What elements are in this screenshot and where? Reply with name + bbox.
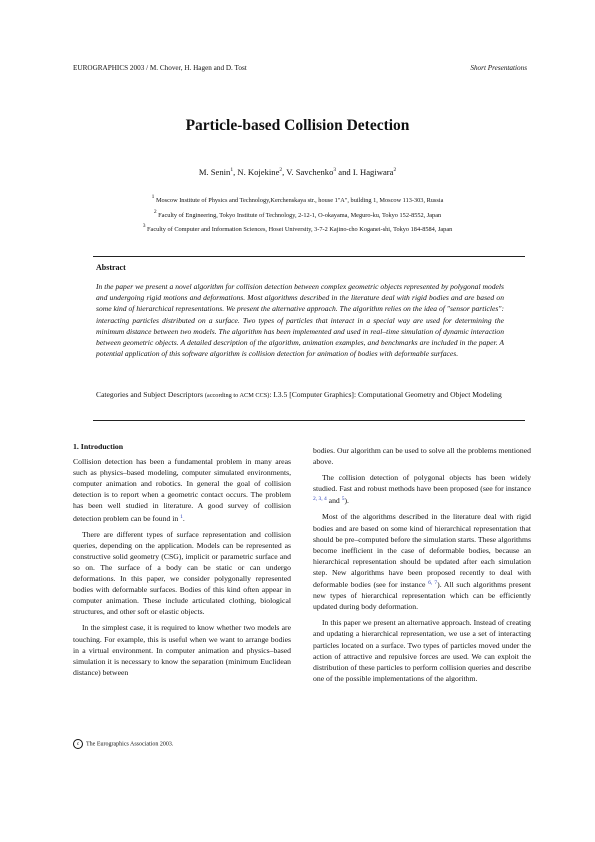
author-name: N. Kojekine <box>237 167 280 177</box>
author-affiliation-mark: 2 <box>279 167 283 173</box>
author-list <box>0 167 595 177</box>
paragraph-text: ). <box>344 496 349 506</box>
abstract-top-rule <box>93 256 525 257</box>
abstract-bottom-rule <box>93 420 525 421</box>
paragraph-text: Collision detection has been a fundamental problem in many areas such as physics–based modeling, computer simulated environments, computer animation and robotics. In general the goal of collision detection is to report when a geometric contact occurs. The problem has been well studied in literature. A good survey of collision detection problem can be found in <box>73 457 291 523</box>
paragraph-text: Most of the algorithms described in the literature deal with rigid bodies and are based on some kind of hierarchical representation that should be pre–computed before the simulation starts. These algorithms become inefficient in the case of deformable bodies, because an hierarchical representation should be updated after each simulation step. New algorithms have been proposed recently to deal with deformable bodies (see for instance <box>313 512 531 590</box>
affiliation <box>0 221 595 236</box>
citation-link[interactable]: 6, 7 <box>428 580 438 587</box>
paragraph: bodies. Our algorithm can be used to solve all the problems mentioned above. <box>313 446 531 467</box>
author-separator: , <box>233 167 238 177</box>
author-affiliation-mark: 1 <box>230 167 234 173</box>
running-header-left: EUROGRAPHICS 2003 / M. Chover, H. Hagen and D. Tost <box>73 64 247 72</box>
categories-label: Categories and Subject Descriptors <box>96 390 203 399</box>
left-column <box>73 441 291 683</box>
affiliation <box>0 207 595 222</box>
citation-link[interactable]: 2, 3, 4 <box>313 496 327 503</box>
author-affiliation-mark: 2 <box>393 167 397 173</box>
citation-link[interactable]: 5 <box>341 496 345 503</box>
affiliation-text: Faculty of Computer and Information Sciences, Hosei University, 3-7-2 Kajino-cho Koganei-shi, Tokyo 184-8584, Japan <box>147 226 453 233</box>
author-name: I. Hagiwara <box>352 167 394 177</box>
affiliation-mark: 3 <box>142 223 146 229</box>
paragraph <box>313 511 531 612</box>
paragraph: In this paper we present an alternative approach. Instead of creating and updating a hierarchical representation, we use a set of interacting particles located on a surface. Two types of particles moved under the action of attractive and repulsive forces are used. We can exploit the distribution of these particles to perform collision queries and describe one of the possible implementations of the algorithm. <box>313 618 531 683</box>
abstract-heading: Abstract <box>96 263 126 272</box>
paragraph-text: The collision detection of polygonal objects has been widely studied. Fast and robust methods have been proposed (see for instance <box>313 473 531 494</box>
categories-note: (according to ACM CCS) <box>204 392 270 399</box>
section-heading: 1. Introduction <box>73 442 124 451</box>
affiliation-list <box>0 192 595 236</box>
affiliation-text: Moscow Institute of Physics and Technology,Kerchenskaya str., house 1"A", building 1, Moscow 113-303, Russia <box>155 197 444 204</box>
author-name: V. Savchenko <box>286 167 334 177</box>
author-separator: and <box>336 167 353 177</box>
author-name: M. Senin <box>198 167 231 177</box>
affiliation-text: Faculty of Engineering, Tokyo Institute of Technology, 2-12-1, O-okayama, Meguro-ku, Tokyo 152-8552, Japan <box>158 211 442 219</box>
categories-value: : I.3.5 [Computer Graphics]: Computational Geometry and Object Modeling <box>269 390 502 399</box>
copyright-text: The Eurographics Association 2003. <box>86 741 174 748</box>
paper-title: Particle-based Collision Detection <box>185 117 410 134</box>
citation-link[interactable]: 1 <box>180 513 183 520</box>
paragraph-text: and <box>328 496 340 506</box>
categories-descriptors <box>96 389 504 401</box>
author-separator: , <box>282 167 287 177</box>
paragraph <box>313 472 531 506</box>
paragraph <box>73 456 291 524</box>
affiliation-mark: 2 <box>153 208 157 215</box>
affiliation-mark: 1 <box>151 194 155 200</box>
affiliation <box>0 192 595 207</box>
paragraph: In the simplest case, it is required to know whether two models are touching. For example, this is useful when we want to arrange bodies in a virtual environment. In computer animation and physics–based simulation it is necessary to know the separation (minimum Euclidean distance) between <box>73 623 291 677</box>
paragraph-text: ). All such algorithms present new types of hierarchical representation which can be efficiently updated during body deformation. <box>313 580 531 612</box>
copyright-icon: c <box>73 739 83 749</box>
right-column <box>313 445 531 689</box>
abstract-text: In the paper we present a novel algorithm for collision detection between complex geometric objects represented by polygonal models and undergoing rigid motions and deformations. Most algorithms described in the literature deal with rigid bodies and are based on some kind of hierarchical representations. We present the alternative approach. The algorithm relies on the idea of "sensor particles": interacting particles distributed on a surface. Two types of particles that interact in a special way are used for determining the minimum distance between two models. The algorithm has been implemented and used in real–time simulation of dynamic interaction between geometric objects. A detailed description of the algorithm, animation examples, and benchmarks are included in the paper. A potential application of this software algorithm is collision detection for animation of bodies with deformable surfaces. <box>96 282 504 359</box>
paragraph: There are different types of surface representation and collision queries, depending on the application. Models can be represented as constructive solid geometry (CSG), implicit or parametric surface and so on. The surface of a body can be static or can undergo deformations. In this paper, we consider polygonally represented bodies with deformable surfaces. Bodies of this kind often appear in computer animation. These include articulated clothing, biological structures, and other soft or elastic objects. <box>73 529 291 617</box>
author-affiliation-mark: 3 <box>333 167 337 173</box>
paragraph-text: . <box>182 513 185 523</box>
copyright-footer <box>73 739 173 749</box>
running-header-right: Short Presentations <box>470 64 527 72</box>
